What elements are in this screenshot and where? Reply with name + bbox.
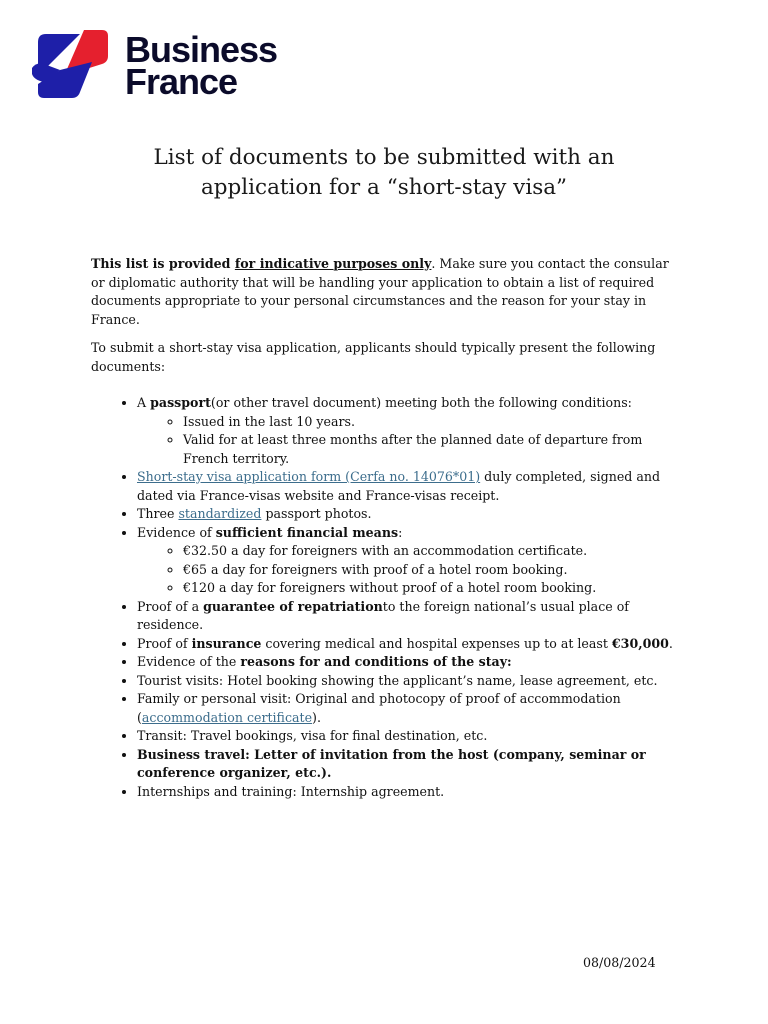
- form-rest: duly completed, signed and dated via France-visas website and France-visas receipt.: [137, 469, 661, 503]
- list-item-business: [137, 746, 681, 783]
- accommodation-certificate-link[interactable]: accommodation certificate: [141, 709, 313, 725]
- title-line-2: application for a “short-stay visa”: [200, 175, 568, 200]
- insurance-amount: €30,000: [611, 635, 669, 651]
- list-item-transit: • Transit: Travel bookings, visa for final destination, etc.: [137, 727, 681, 746]
- list-item-passport: [137, 394, 681, 468]
- list-item-tourist: • Tourist visits: Hotel booking showing the applicant’s name, lease agreement, etc.: [137, 672, 681, 691]
- repatriation-rest: to the foreign national’s usual place of residence.: [137, 598, 629, 632]
- list-item-form: [137, 468, 681, 505]
- passport-rest: (or other travel document) meeting both the following conditions:: [210, 395, 632, 410]
- intro-bold: This list is provided: [91, 256, 235, 271]
- passport-conditions: [137, 413, 681, 469]
- list-item-reasons: [137, 653, 681, 672]
- insurance-end: .: [668, 635, 673, 651]
- intro-paragraph-2: To submit a short-stay visa application, applicants should typically present the following documents:: [91, 340, 656, 374]
- passport-pre: A: [137, 395, 151, 410]
- document-date: 08/08/2024: [583, 955, 656, 970]
- reasons-bold: reasons for and conditions of the stay:: [240, 654, 512, 669]
- intro-rest: . Make sure you contact the consular or diplomatic authority that will be handling your application to obtain a list of required documents appropriate to your personal circumstances and the reason for your stay in France.: [91, 256, 669, 327]
- financial-amount-1: ◦ €32.50 a day for foreigners with an accommodation certificate.: [183, 542, 681, 561]
- business-text: Business travel: Letter of invitation from the host (company, seminar or conference organizer, etc.).: [137, 746, 646, 780]
- financial-amount-2: ◦ €65 a day for foreigners with proof of a hotel room booking.: [183, 561, 681, 580]
- list-item-photos: [137, 505, 681, 524]
- reasons-pre: Evidence of the: [137, 654, 241, 669]
- passport-bold: passport: [150, 395, 211, 410]
- repatriation-pre: Proof of a: [137, 598, 204, 614]
- logo-line-1: Business: [125, 29, 278, 70]
- document-body: [91, 255, 681, 801]
- passport-condition-1: ◦ Issued in the last 10 years.: [183, 413, 681, 432]
- financial-amount-3: ◦ €120 a day for foreigners without proof of a hotel room booking.: [183, 579, 681, 598]
- financial-pre: Evidence of: [137, 524, 216, 540]
- financial-bold: sufficient financial means: [215, 524, 399, 540]
- intro-bold-underlined: for indicative purposes only: [234, 256, 432, 271]
- business-france-logo-icon: [30, 28, 108, 104]
- insurance-pre: Proof of: [137, 635, 192, 651]
- list-item-repatriation: [137, 598, 681, 635]
- logo-line-2: France: [125, 61, 238, 102]
- financial-amounts: [137, 542, 681, 598]
- application-form-link[interactable]: Short-stay visa application form (Cerfa no. 14076*01): [137, 469, 481, 484]
- financial-rest: :: [398, 524, 403, 540]
- list-item-internship: • Internships and training: Internship agreement.: [137, 783, 681, 802]
- repatriation-bold: guarantee of repatriation: [203, 598, 383, 614]
- business-france-logo: [30, 28, 277, 104]
- passport-condition-2: ◦ Valid for at least three months after the planned date of departure from French territory.: [183, 431, 681, 468]
- insurance-rest: covering medical and hospital expenses up to at least: [261, 635, 612, 651]
- list-item-insurance: [137, 635, 681, 654]
- documents-list: [91, 394, 681, 801]
- standardized-link[interactable]: standardized: [178, 506, 262, 521]
- logo-wordmark: [125, 29, 278, 102]
- list-item-financial: [137, 524, 681, 598]
- intro-paragraph: [91, 255, 681, 329]
- photos-rest: passport photos.: [261, 506, 372, 521]
- insurance-bold: insurance: [191, 635, 262, 651]
- photos-pre: Three: [137, 506, 179, 521]
- page-title: [0, 143, 768, 203]
- list-item-family: [137, 690, 681, 727]
- family-pre: Family or personal visit: Original and photocopy of proof of accommodation (: [137, 691, 621, 725]
- title-line-1: List of documents to be submitted with an: [153, 145, 615, 170]
- family-end: ).: [312, 709, 321, 725]
